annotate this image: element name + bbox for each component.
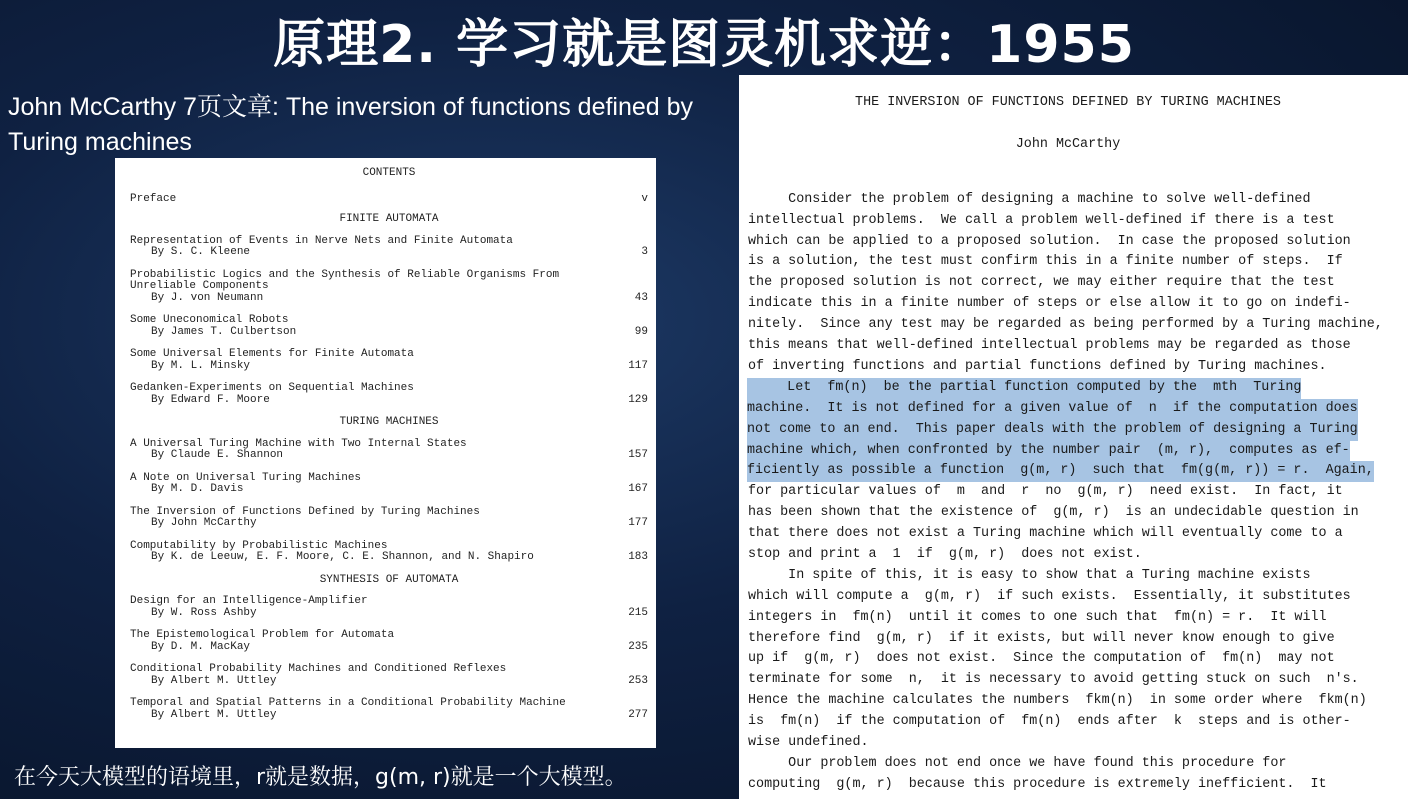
paper-line-text: terminate for some n, it is necessary to avoid getting stuck on such n's.	[748, 672, 1359, 688]
paper-title: THE INVERSION OF FUNCTIONS DEFINED BY TURING MACHINES	[855, 95, 1281, 110]
paper-line	[748, 399, 1408, 420]
toc-entry-author: By John McCarthy	[151, 517, 257, 529]
paper-line	[748, 378, 1408, 399]
toc-entry-title: A Note on Universal Turing Machines	[130, 471, 362, 484]
toc-entry-title: Some Universal Elements for Finite Automata	[130, 348, 414, 360]
toc-entry-author: By S. C. Kleene	[151, 246, 251, 258]
toc-preface	[130, 194, 648, 206]
paper-line-text: computing g(m, r) because this procedure is extremely inefficient. It	[748, 776, 1327, 792]
toc-entry-title: Representation of Events in Nerve Nets and Finite Automata	[130, 234, 513, 247]
toc-entry-text	[130, 383, 624, 406]
slide-subtitle: John McCarthy 7页文章: The inversion of functions defined by Turing machines	[8, 93, 694, 156]
toc-entry-text	[130, 236, 624, 259]
toc-entry-text	[130, 270, 624, 305]
toc-entry-author: By Claude E. Shannon	[151, 449, 284, 461]
paper-line-text: up if g(m, r) does not exist. Since the computation of fm(n) may not	[748, 651, 1335, 667]
paper-line-text: which will compute a g(m, r) if such exists. Essentially, it substitutes	[748, 588, 1351, 604]
paper-line	[748, 566, 1408, 587]
toc-entry-text	[130, 630, 624, 653]
highlighted-text: not come to an end. This paper deals with the problem of designing a Turing	[747, 420, 1358, 441]
toc-entry-author: By J. von Neumann	[151, 291, 264, 304]
toc-entry-title: Temporal and Spatial Patterns in a Conditional Probability Machine	[130, 697, 566, 709]
toc-entry-title: The Inversion of Functions Defined by Turing Machines	[130, 505, 480, 518]
paper-line	[748, 712, 1408, 733]
toc-entry-page: 277	[628, 708, 648, 721]
toc-entry	[130, 630, 648, 653]
toc-entry-title: Computability by Probabilistic Machines	[130, 539, 388, 552]
toc-section-heading: FINITE AUTOMATA	[339, 213, 439, 225]
toc-entry-text	[130, 507, 624, 530]
paper-line-text: Consider the problem of designing a machine to solve well-defined	[748, 191, 1311, 207]
paper-line	[748, 545, 1408, 566]
toc-entry	[130, 664, 648, 687]
paper-line-text: therefore find g(m, r) if it exists, but will never know enough to give	[748, 630, 1335, 646]
paper-page-image	[739, 75, 1408, 799]
paper-line	[748, 629, 1408, 650]
toc-entry	[130, 383, 648, 406]
toc-section-heading: SYNTHESIS OF AUTOMATA	[319, 573, 459, 586]
paper-line-text: integers in fm(n) until it comes to one such that fm(n) = r. It will	[748, 609, 1327, 625]
toc-entry	[130, 698, 648, 721]
toc-entry-page: 43	[634, 291, 648, 304]
highlighted-text: Let fm(n) be the partial function computed by the mth Turing	[747, 378, 1301, 399]
paper-line-text: indicate this in a finite number of steps or else allow it to go on indefi-	[748, 296, 1351, 312]
toc-entry	[130, 541, 648, 564]
paper-line	[748, 754, 1408, 775]
paper-line	[748, 294, 1408, 315]
toc-entry-page: 99	[634, 325, 648, 338]
toc-entry-text	[130, 315, 624, 338]
paper-line	[748, 524, 1408, 545]
paper-line-text: has been shown that the existence of g(m, r) is an undecidable question in	[748, 505, 1359, 521]
toc-entry	[130, 236, 648, 259]
toc-entry-author: By Albert M. Uttley	[151, 674, 277, 687]
toc-entry-author: By Edward F. Moore	[151, 393, 270, 406]
toc-entry-author: By D. M. MacKay	[151, 640, 251, 653]
paper-line	[748, 733, 1408, 754]
paper-body	[748, 190, 1408, 796]
paper-line-text: is fm(n) if the computation of fm(n) ends after k steps and is other-	[748, 714, 1351, 730]
toc-entry-title: Design for an Intelligence-Amplifier	[130, 595, 368, 607]
paper-line	[748, 357, 1408, 378]
toc-entry-text	[130, 541, 624, 564]
paper-line	[748, 670, 1408, 691]
toc-entry-title: Unreliable Components	[130, 280, 269, 292]
paper-line	[748, 775, 1408, 796]
toc-entry-page: 253	[628, 674, 648, 687]
paper-line-text: intellectual problems. We call a problem well-defined if there is a test	[748, 212, 1335, 228]
toc-entry-author: By Albert M. Uttley	[151, 708, 277, 721]
toc-entry-text	[130, 439, 624, 462]
toc-entry-author: By James T. Culbertson	[151, 325, 297, 338]
paper-line-text: stop and print a 1 if g(m, r) does not exist.	[748, 546, 1142, 562]
paper-line	[748, 461, 1408, 482]
paper-line	[748, 649, 1408, 670]
toc-entry	[130, 349, 648, 372]
toc-entry	[130, 270, 648, 305]
paper-line-text: that there does not exist a Turing machine which will eventually come to a	[748, 526, 1343, 542]
paper-line-text: wise undefined.	[748, 734, 869, 750]
toc-preface-title: Preface	[130, 192, 177, 205]
paper-line-text: Our problem does not end once we have found this procedure for	[748, 755, 1287, 771]
paper-line-text: In spite of this, it is easy to show that a Turing machine exists	[748, 567, 1311, 583]
toc-entry-title: Some Uneconomical Robots	[130, 314, 289, 326]
toc-entry	[130, 439, 648, 462]
toc-entry-title: Conditional Probability Machines and Conditioned Reflexes	[130, 663, 507, 675]
slide-title: 原理2. 学习就是图灵机求逆：1955	[273, 15, 1135, 75]
toc-entry-text	[130, 349, 624, 372]
paper-line	[748, 190, 1408, 211]
paper-line	[748, 315, 1408, 336]
paper-line-text: nitely. Since any test may be regarded as being performed by a Turing machine,	[748, 317, 1383, 333]
paper-line-text: Hence the machine calculates the numbers fkm(n) in some order where fkm(n)	[748, 693, 1367, 709]
toc-entry-author: By M. L. Minsky	[151, 359, 251, 372]
paper-line	[748, 420, 1408, 441]
toc-entry-text	[130, 664, 624, 687]
paper-line	[748, 211, 1408, 232]
paper-line	[748, 482, 1408, 503]
highlighted-text: machine. It is not defined for a given value of n if the computation does	[747, 399, 1358, 420]
toc-entry-author: By K. de Leeuw, E. F. Moore, C. E. Shannon, and N. Shapiro	[151, 551, 534, 563]
paper-line	[748, 336, 1408, 357]
toc-entry-author: By W. Ross Ashby	[151, 606, 257, 619]
toc-entry-text	[130, 596, 624, 619]
highlighted-text: machine which, when confronted by the number pair (m, r), computes as ef-	[747, 441, 1350, 462]
toc-entry	[130, 596, 648, 619]
toc-entry-page: 177	[628, 517, 648, 529]
paper-line	[748, 503, 1408, 524]
toc-entry-title: A Universal Turing Machine with Two Internal States	[130, 437, 467, 450]
paper-line	[748, 252, 1408, 273]
toc-entry-text	[130, 473, 624, 496]
toc-entry	[130, 507, 648, 530]
toc-entry-title: Probabilistic Logics and the Synthesis of Reliable Organisms From	[130, 268, 560, 281]
paper-line	[748, 273, 1408, 294]
paper-line-text: this means that well-defined intellectual problems may be regarded as those	[748, 338, 1351, 354]
toc-entry-text	[130, 698, 624, 721]
paper-author: John McCarthy	[1015, 136, 1121, 152]
paper-line	[748, 441, 1408, 462]
paper-line-text: of inverting functions and partial functions defined by Turing machines.	[748, 358, 1327, 374]
highlighted-text: ficiently as possible a function g(m, r) such that fm(g(m, r)) = r. Again,	[747, 461, 1374, 482]
paper-line-text: which can be applied to a proposed solution. In case the proposed solution	[748, 233, 1351, 249]
toc-entry-page: 129	[628, 393, 648, 406]
paper-line	[748, 691, 1408, 712]
toc-preface-page: v	[641, 192, 648, 205]
toc-entry	[130, 315, 648, 338]
paper-line-text: the proposed solution is not correct, we may either require that the test	[748, 275, 1335, 291]
toc-entry-title: Gedanken-Experiments on Sequential Machines	[130, 382, 414, 394]
toc-entry-page: 235	[628, 640, 648, 653]
paper-line-text: for particular values of m and r no g(m, r) need exist. In fact, it	[748, 484, 1343, 500]
toc-section-heading: TURING MACHINES	[339, 416, 439, 428]
toc-entry-title: The Epistemological Problem for Automata	[130, 629, 395, 641]
toc-entry-page: 3	[641, 246, 648, 258]
paper-line	[748, 587, 1408, 608]
paper-line	[748, 232, 1408, 253]
toc-entry-page: 183	[628, 551, 648, 563]
paper-line-text: is a solution, the test must confirm this in a finite number of steps. If	[748, 254, 1343, 270]
toc-sections	[130, 214, 648, 721]
toc-entry-author: By M. D. Davis	[151, 483, 244, 495]
toc-entry	[130, 473, 648, 496]
toc-entry-page: 215	[628, 606, 648, 619]
contents-page-image	[115, 158, 656, 748]
slide-caption: 在今天大模型的语境里，r就是数据，g(m, r)就是一个大模型。	[14, 765, 627, 790]
paper-line	[748, 608, 1408, 629]
toc-entry-page: 167	[628, 483, 648, 495]
toc-entry-page: 117	[628, 359, 648, 372]
contents-heading: CONTENTS	[362, 167, 416, 179]
toc-entry-page: 157	[628, 449, 648, 461]
